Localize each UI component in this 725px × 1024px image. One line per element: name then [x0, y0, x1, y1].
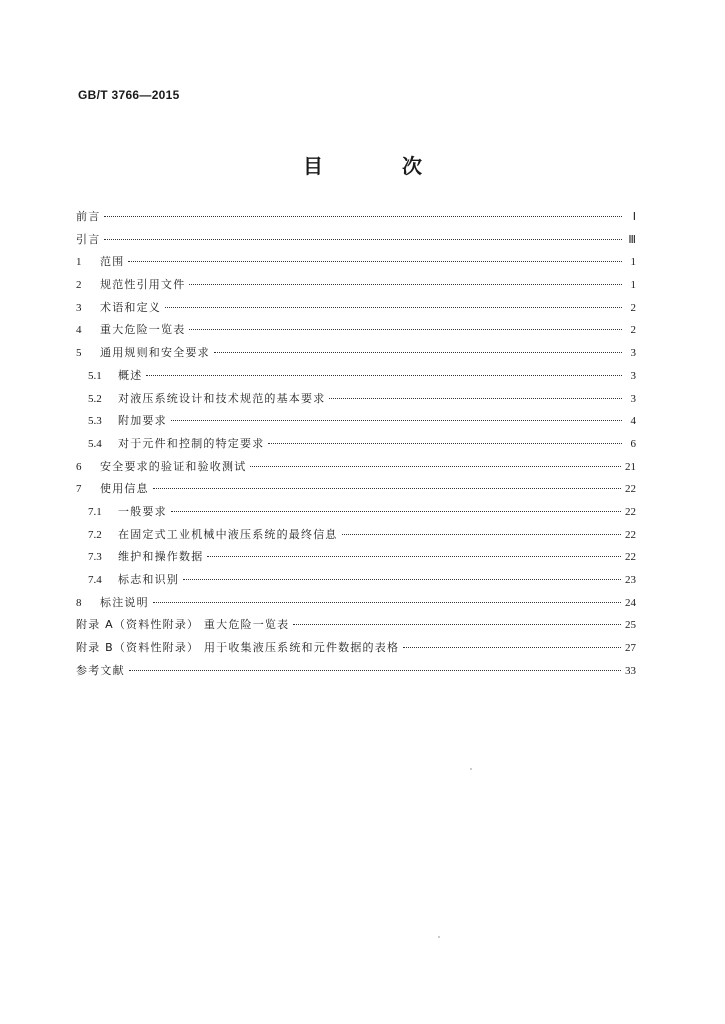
toc-entry[interactable] — [76, 321, 636, 344]
toc-dot-leader — [214, 351, 622, 353]
toc-dot-leader — [403, 646, 621, 648]
toc-entry-number: 7.4 — [88, 574, 102, 586]
toc-dot-leader — [268, 442, 622, 444]
toc-page-number: 3 — [630, 347, 636, 360]
toc-dot-leader — [128, 260, 622, 262]
toc-title: 目 次 — [303, 154, 458, 178]
toc-entry-number: 6 — [76, 460, 82, 473]
toc-entry-label: 前言 — [76, 210, 101, 223]
toc-entry-label: 范围 — [100, 255, 125, 269]
toc-dot-leader — [165, 306, 622, 308]
toc-page-number: 22 — [625, 551, 636, 564]
toc-entry[interactable] — [76, 616, 636, 639]
toc-entry-label: 术语和定义 — [100, 300, 161, 314]
scan-speck — [470, 768, 472, 770]
toc-entry-label: 标注说明 — [100, 595, 149, 609]
toc-entry[interactable] — [76, 594, 636, 617]
toc-entry[interactable] — [76, 253, 636, 276]
toc-entry-number: 5.2 — [88, 392, 102, 405]
toc-entry-label: 维护和操作数据 — [118, 550, 204, 564]
toc-dot-leader — [153, 601, 621, 603]
toc-page-number: 27 — [625, 642, 636, 655]
toc-entry-number: 5.3 — [88, 415, 102, 428]
toc-dot-leader — [189, 283, 622, 285]
toc-entry-label: 使用信息 — [100, 482, 149, 496]
standard-code: GB/T 3766—2015 — [78, 88, 180, 102]
toc-entry-number: 3 — [76, 301, 82, 314]
toc-entry[interactable] — [76, 526, 636, 549]
toc-entry-label: 附录 A（资料性附录） 重大危险一览表 — [76, 618, 290, 632]
toc-entry-label: 安全要求的验证和验收测试 — [100, 459, 247, 473]
toc-entry[interactable] — [76, 412, 636, 435]
toc-dot-leader — [293, 623, 621, 625]
toc-entry-number: 7.2 — [88, 528, 102, 541]
toc-entry[interactable] — [76, 662, 636, 685]
toc-dot-leader — [329, 397, 622, 399]
toc-dot-leader — [250, 465, 621, 467]
toc-dot-leader — [146, 374, 622, 376]
toc-entry[interactable] — [76, 480, 636, 503]
toc-page-number: 22 — [625, 483, 636, 496]
toc-entry-label: 对于元件和控制的特定要求 — [118, 436, 265, 450]
toc-entry-label: 引言 — [76, 232, 101, 246]
toc-dot-leader — [104, 215, 622, 217]
toc-page-number: 4 — [630, 415, 636, 428]
toc-entry-number: 7 — [76, 483, 82, 496]
toc-entry-number: 8 — [76, 596, 82, 609]
toc-dot-leader — [189, 328, 622, 330]
toc-page-number: 33 — [625, 664, 636, 677]
toc-entry-number: 5.4 — [88, 437, 102, 450]
toc-page-number: 3 — [630, 369, 636, 382]
toc-entry-label: 附录 B（资料性附录） 用于收集液压系统和元件数据的表格 — [76, 641, 400, 655]
toc-entry-label: 附加要求 — [118, 414, 167, 428]
toc-entry[interactable] — [76, 571, 636, 594]
toc-dot-leader — [342, 533, 621, 535]
toc-dot-leader — [183, 578, 621, 580]
toc-entry-label: 规范性引用文件 — [100, 278, 186, 292]
toc-entry[interactable] — [76, 299, 636, 322]
toc-entry-number: 1 — [76, 256, 82, 269]
toc-entry-number: 5 — [76, 347, 82, 360]
toc-entry[interactable] — [76, 639, 636, 662]
toc-entry-label: 重大危险一览表 — [100, 323, 186, 337]
toc-page-number: 24 — [625, 596, 636, 609]
toc-entry-label: 一般要求 — [118, 504, 167, 518]
toc-entry[interactable] — [76, 231, 636, 254]
toc-entry[interactable] — [76, 458, 636, 481]
toc-dot-leader — [171, 510, 621, 512]
toc-entry-label: 标志和识别 — [118, 573, 179, 586]
toc-page-number: 25 — [625, 619, 636, 632]
toc-page-number: Ⅰ — [632, 211, 636, 223]
toc-page-number: 22 — [625, 505, 636, 518]
toc-dot-leader — [104, 238, 622, 240]
toc-entry-number: 7.3 — [88, 551, 102, 564]
toc-page-number: 1 — [630, 256, 636, 269]
toc-page-number: 22 — [625, 528, 636, 541]
toc-entry-number: 5.1 — [88, 369, 102, 382]
toc-entry[interactable] — [76, 548, 636, 571]
toc-page-number: 6 — [630, 437, 636, 450]
toc-page-number: 21 — [625, 460, 636, 473]
toc-entry-label: 在固定式工业机械中液压系统的最终信息 — [118, 527, 338, 541]
toc-entry[interactable] — [76, 276, 636, 299]
scan-speck — [438, 936, 440, 938]
toc-entry[interactable] — [76, 367, 636, 390]
toc-entry[interactable] — [76, 208, 636, 231]
toc-entry-label: 概述 — [118, 368, 143, 382]
toc-entry-label: 通用规则和安全要求 — [100, 346, 210, 360]
toc-page-number: 2 — [630, 301, 636, 314]
toc-entry-label: 对液压系统设计和技术规范的基本要求 — [118, 391, 326, 405]
toc-entry[interactable] — [76, 344, 636, 367]
toc-page-number: 1 — [630, 279, 636, 292]
toc-entry-label: 参考文献 — [76, 663, 125, 677]
toc-entry[interactable] — [76, 390, 636, 413]
toc-dot-leader — [153, 487, 621, 489]
toc-page-number: Ⅲ — [628, 233, 636, 246]
toc-entry-number: 4 — [76, 324, 82, 337]
toc-page-number: 23 — [625, 574, 636, 586]
toc-dot-leader — [171, 419, 622, 421]
toc-dot-leader — [129, 669, 621, 671]
toc-page-number: 2 — [630, 324, 636, 337]
toc-entry[interactable] — [76, 435, 636, 458]
toc-entry-number: 2 — [76, 279, 82, 292]
toc-entry-number: 7.1 — [88, 505, 102, 518]
toc-page-number: 3 — [630, 392, 636, 405]
table-of-contents — [76, 208, 636, 684]
toc-entry[interactable] — [76, 503, 636, 526]
toc-dot-leader — [207, 555, 621, 557]
